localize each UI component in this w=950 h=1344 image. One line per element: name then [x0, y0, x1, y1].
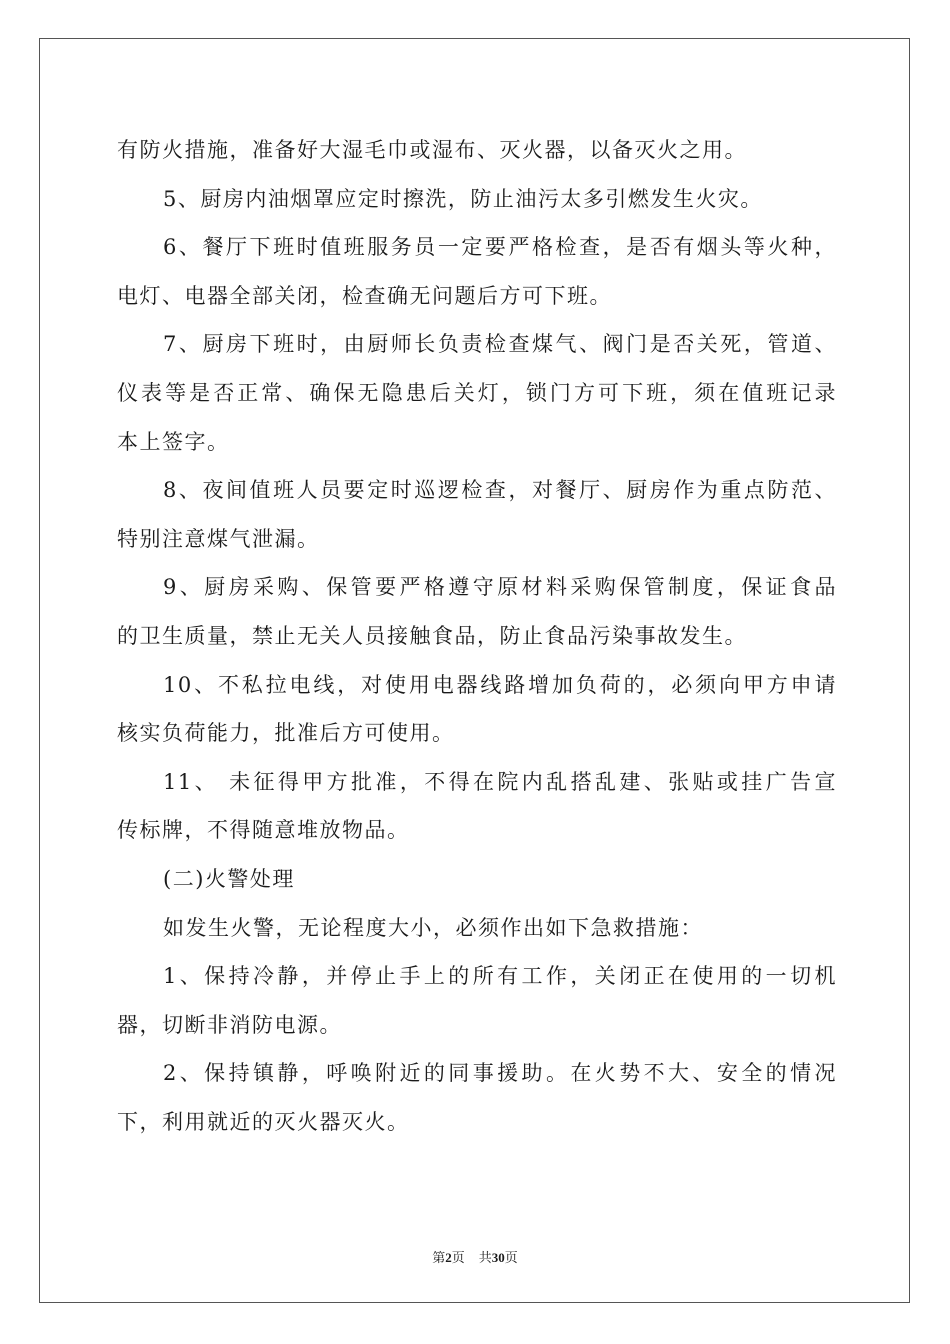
- text-line: 器，切断非消防电源。: [117, 1012, 342, 1037]
- total-prefix: 共: [478, 1251, 492, 1266]
- text-line: 核实负荷能力，批准后方可使用。: [117, 721, 455, 746]
- text-line: 11、 未征得甲方批准，不得在院内乱搭乱建、张贴或挂广告宣: [163, 769, 837, 794]
- text-line: 5、厨房内油烟罩应定时擦洗，防止油污太多引燃发生火灾。: [163, 186, 763, 211]
- text-line: 9、厨房采购、保管要严格遵守原材料采购保管制度，保证食品: [163, 575, 837, 600]
- text-line: 电灯、电器全部关闭，检查确无问题后方可下班。: [117, 283, 612, 308]
- page-number: 2: [445, 1250, 452, 1265]
- page-prefix: 第: [432, 1251, 446, 1266]
- text-line: 的卫生质量，禁止无关人员接触食品，防止食品污染事故发生。: [117, 623, 747, 648]
- text-line: 本上签字。: [117, 429, 230, 454]
- total-suffix: 页: [504, 1251, 518, 1266]
- text-line: 仪表等是否正常、确保无隐患后关灯，锁门方可下班，须在值班记录: [117, 380, 837, 405]
- text-line: 1、保持冷静，并停止手上的所有工作，关闭正在使用的一切机: [163, 964, 837, 989]
- page-footer: [0, 1247, 950, 1266]
- text-line: 有防火措施，准备好大湿毛巾或湿布、灭火器，以备灭火之用。: [117, 138, 747, 162]
- text-line: 7、厨房下班时，由厨师长负责检查煤气、阀门是否关死，管道、: [163, 332, 837, 357]
- section-heading: (二)火警处理: [163, 866, 295, 891]
- text-line: 10、不私拉电线，对使用电器线路增加负荷的，必须向甲方申请: [163, 672, 837, 697]
- page-suffix: 页: [451, 1251, 465, 1266]
- text-line: 特别注意煤气泄漏。: [117, 526, 320, 551]
- document-body: [117, 126, 837, 1146]
- text-line: 6、餐厅下班时值班服务员一定要严格检查，是否有烟头等火种，: [163, 235, 837, 260]
- total-pages: 30: [491, 1250, 505, 1265]
- text-line: 2、保持镇静，呼唤附近的同事援助。在火势不大、安全的情况: [163, 1061, 837, 1086]
- text-line: 8、夜间值班人员要定时巡逻检查，对餐厅、厨房作为重点防范、: [163, 478, 837, 503]
- text-line: 如发生火警，无论程度大小，必须作出如下急救措施：: [163, 915, 703, 940]
- text-line: 传标牌，不得随意堆放物品。: [117, 818, 410, 843]
- text-line: 下，利用就近的灭火器灭火。: [117, 1109, 410, 1134]
